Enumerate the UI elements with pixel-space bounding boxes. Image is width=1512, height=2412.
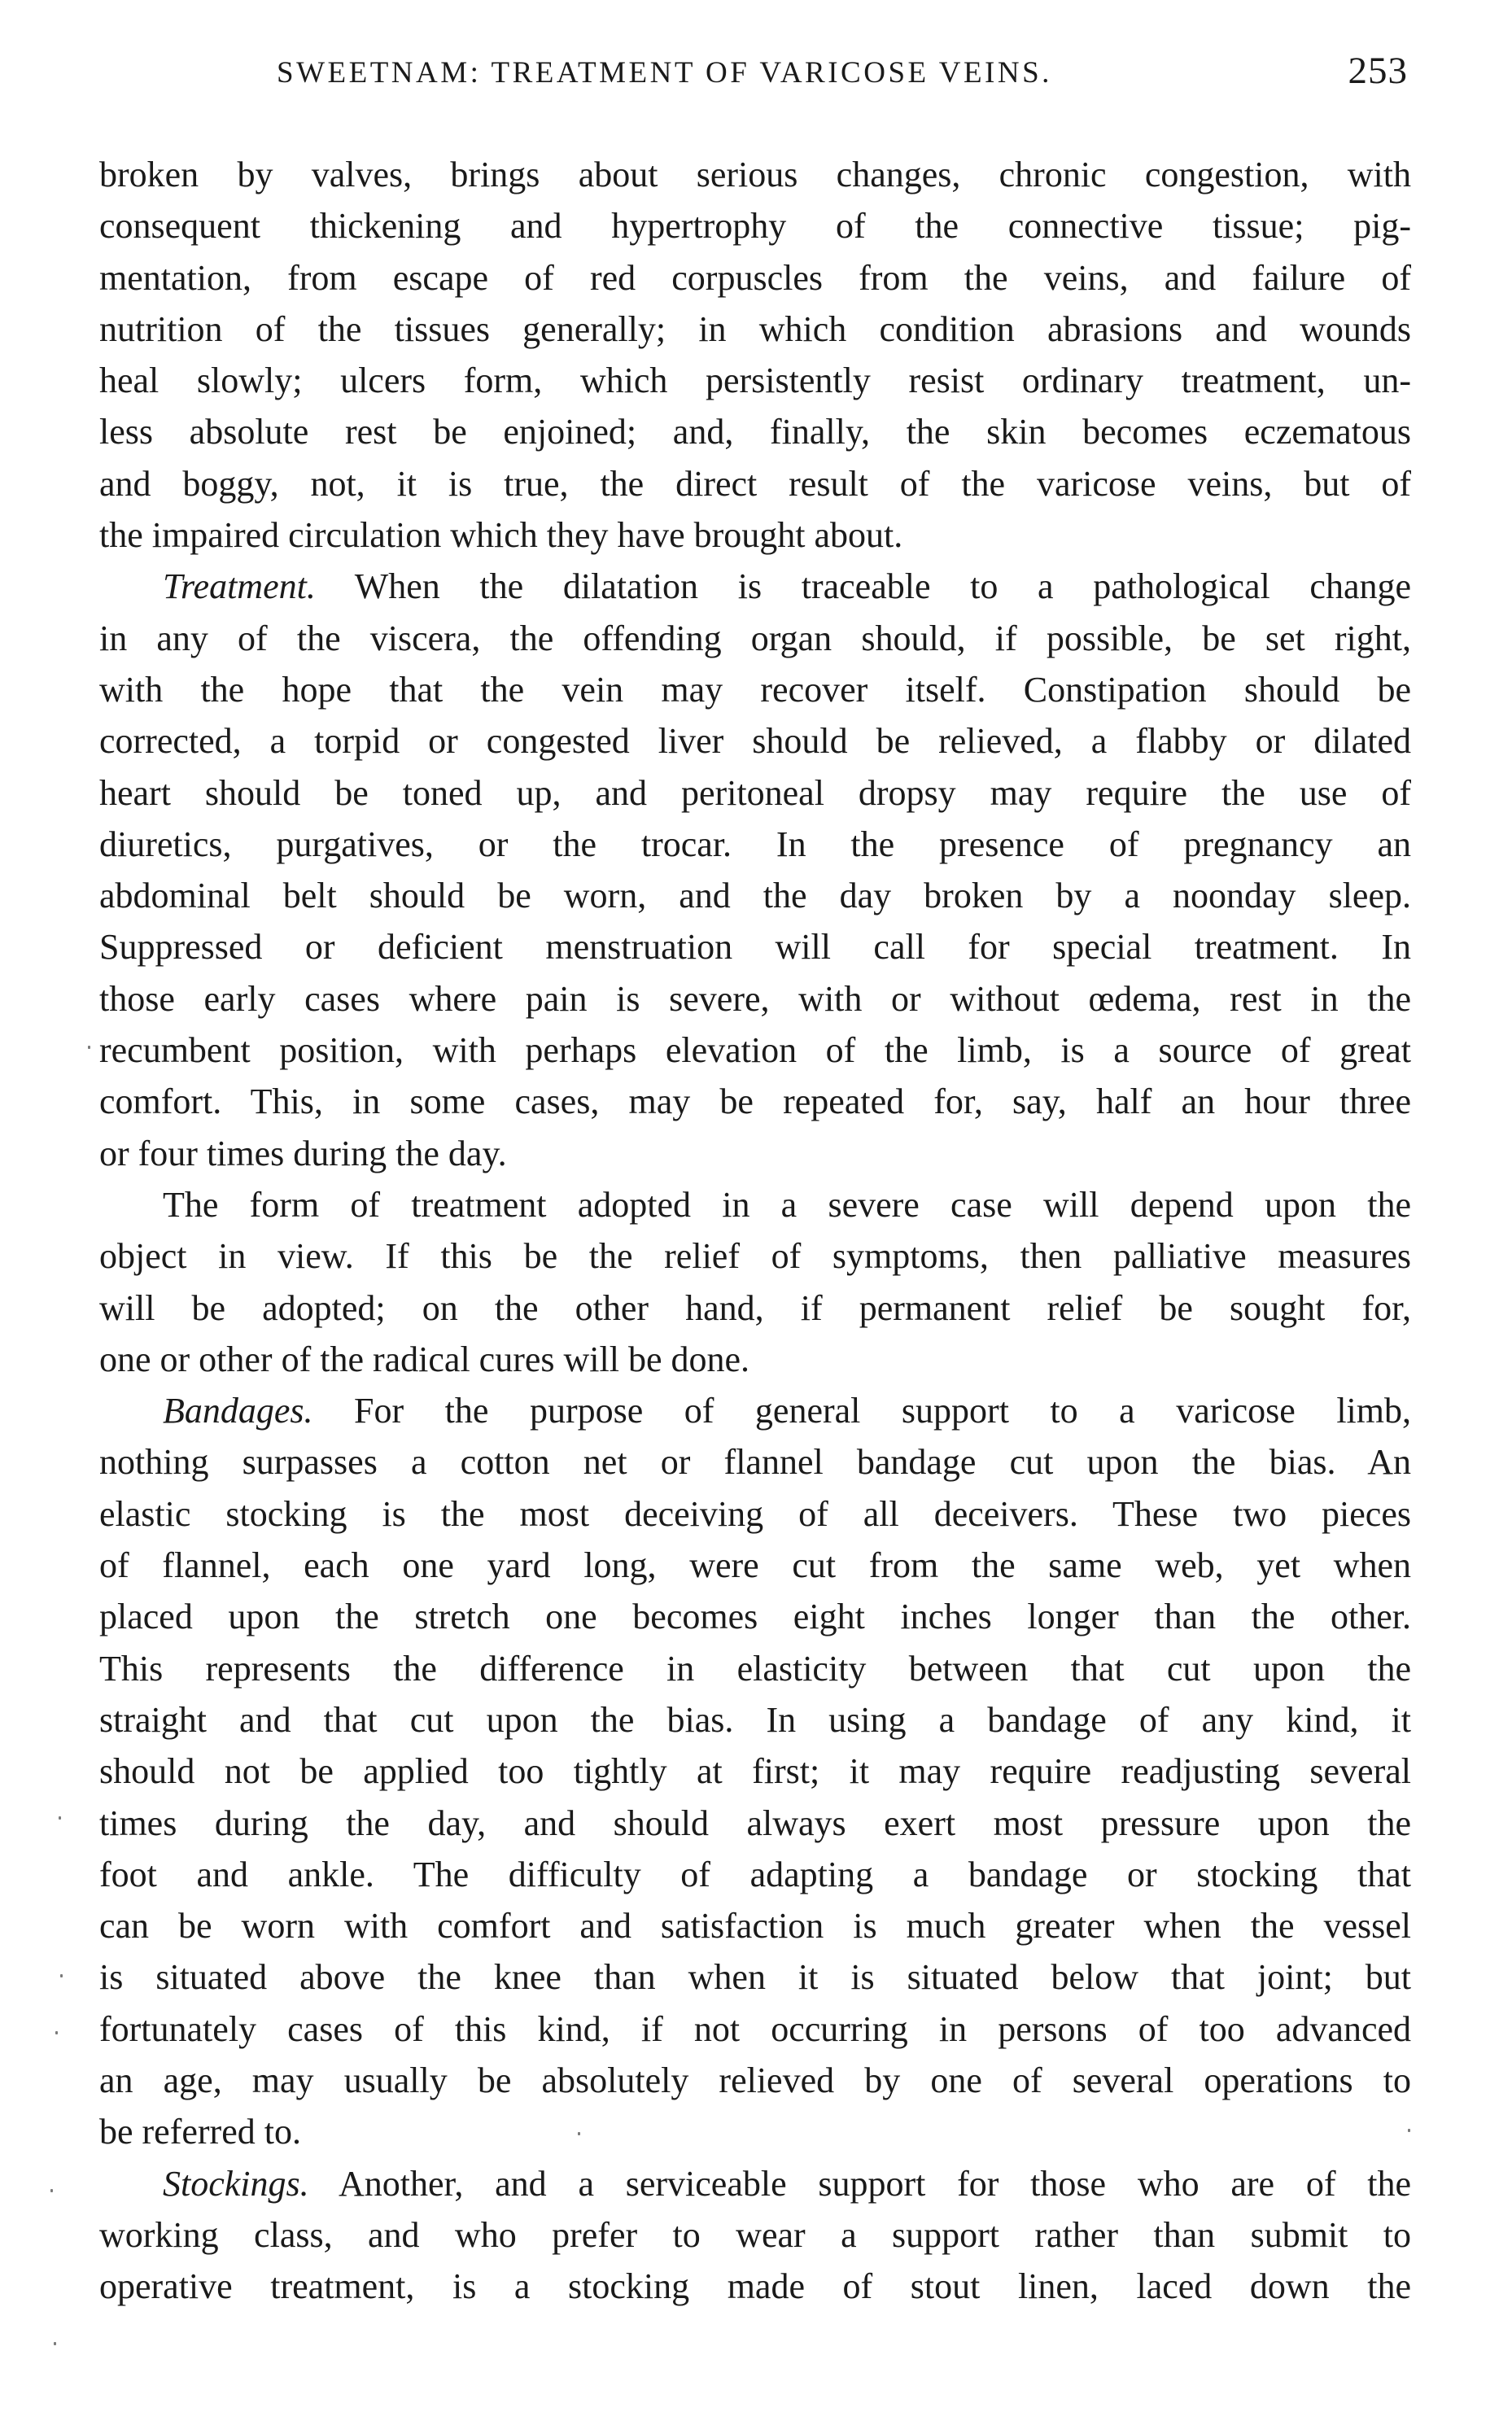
paragraph-first-line xyxy=(99,2158,1411,2209)
page-number: 253 xyxy=(1348,50,1408,92)
text-line: an age, may usually be absolutely relieved by one of several operations to xyxy=(99,2060,1411,2100)
text-line: in any of the viscera, the offending organ should, if possible, be set right, xyxy=(99,618,1411,658)
scan-speck xyxy=(59,1816,61,1820)
text-line: fortunately cases of this kind, if not occurring in persons of too advanced xyxy=(99,2008,1411,2049)
text-line: corrected, a torpid or congested liver should be relieved, a flabby or dilated xyxy=(99,721,1411,762)
text-line: heart should be toned up, and peritoneal dropsy may require the use of xyxy=(99,772,1411,813)
text-run: When the dilatation is traceable to a pathological change xyxy=(315,566,1411,607)
text-line: and boggy, not, it is true, the direct result of the varicose veins, but of xyxy=(99,463,1411,504)
text-run: Another, and a serviceable support for those who are of the xyxy=(308,2163,1411,2204)
text-line: nutrition of the tissues generally; in which condition abrasions and wounds xyxy=(99,308,1411,349)
scan-speck xyxy=(54,2342,56,2345)
text-line: can be worn with comfort and satisfaction is much greater when the vessel xyxy=(99,1906,1411,1947)
text-line: is situated above the knee than when it is situated below that joint; but xyxy=(99,1957,1411,1998)
text-line: abdominal belt should be worn, and the day broken by a noonday sleep. xyxy=(99,876,1411,916)
text-line: diuretics, purgatives, or the trocar. In the presence of pregnancy an xyxy=(99,824,1411,864)
scan-speck xyxy=(60,1974,63,1977)
text-line: recumbent position, with perhaps elevation of the limb, is a source of great xyxy=(99,1030,1411,1071)
text-line: will be adopted; on the other hand, if permanent relief be sought for, xyxy=(99,1287,1411,1328)
scan-speck xyxy=(578,2132,580,2135)
text-line: be referred to. xyxy=(99,2112,301,2152)
text-line: Suppressed or deficient menstruation will call for special treatment. In xyxy=(99,927,1411,968)
text-run: For the purpose of general support to a varicose limb, xyxy=(312,1391,1411,1431)
text-line: heal slowly; ulcers form, which persistently resist ordinary treatment, un- xyxy=(99,360,1411,401)
scan-speck xyxy=(1408,2129,1410,2132)
scan-speck xyxy=(50,2189,53,2192)
text-line: broken by valves, brings about serious changes, chronic congestion, with xyxy=(99,155,1411,194)
text-line: elastic stocking is the most deceiving of all deceivers. These two pieces xyxy=(99,1493,1411,1534)
text-line: consequent thickening and hypertrophy of the connective tissue; pig- xyxy=(99,206,1411,247)
paragraph-first-line xyxy=(99,1385,1411,1436)
text-line: times during the day, and should always exert most pressure upon the xyxy=(99,1802,1411,1843)
text-line: or four times during the day. xyxy=(99,1133,507,1173)
text-line: object in view. If this be the relief of symptoms, then palliative measures xyxy=(99,1236,1411,1277)
scan-speck xyxy=(88,1046,90,1049)
running-title: SWEETNAM: TREATMENT OF VARICOSE VEINS. xyxy=(277,56,1052,90)
text-line: foot and ankle. The difficulty of adapting a bandage or stocking that xyxy=(99,1854,1411,1894)
text-line: placed upon the stretch one becomes eight inches longer than the other. xyxy=(99,1597,1411,1637)
section-heading-treatment: Treatment. xyxy=(163,566,316,607)
text-line: of flannel, each one yard long, were cut from the same web, yet when xyxy=(99,1545,1411,1586)
scan-speck xyxy=(55,2031,58,2034)
text-line: working class, and who prefer to wear a support rather than submit to xyxy=(99,2214,1411,2255)
text-line: mentation, from escape of red corpuscles from the veins, and failure of xyxy=(99,257,1411,298)
text-line: nothing surpasses a cotton net or flannel bandage cut upon the bias. An xyxy=(99,1442,1411,1483)
text-line: This represents the difference in elasticity between that cut upon the xyxy=(99,1648,1411,1689)
text-line: one or other of the radical cures will be done. xyxy=(99,1339,750,1379)
running-head xyxy=(106,39,1408,104)
text-line: straight and that cut upon the bias. In using a bandage of any kind, it xyxy=(99,1699,1411,1740)
section-heading-stockings: Stockings. xyxy=(163,2163,309,2204)
text-line: should not be applied too tightly at first; it may require readjusting several xyxy=(99,1751,1411,1792)
text-line: less absolute rest be enjoined; and, finally, the skin becomes eczematous xyxy=(99,412,1411,452)
paragraph-first-line: The form of treatment adopted in a severe case will depend upon the xyxy=(163,1184,1411,1225)
text-line: those early cases where pain is severe, with or without œdema, rest in the xyxy=(99,978,1411,1019)
text-line: with the hope that the vein may recover itself. Constipation should be xyxy=(99,669,1411,710)
body-text xyxy=(99,149,1411,2312)
text-line: the impaired circulation which they have brought about. xyxy=(99,515,903,556)
paragraph-first-line xyxy=(99,561,1411,612)
section-heading-bandages: Bandages. xyxy=(163,1391,313,1431)
text-line: comfort. This, in some cases, may be repeated for, say, half an hour three xyxy=(99,1081,1411,1122)
text-line: operative treatment, is a stocking made of stout linen, laced down the xyxy=(99,2266,1411,2307)
